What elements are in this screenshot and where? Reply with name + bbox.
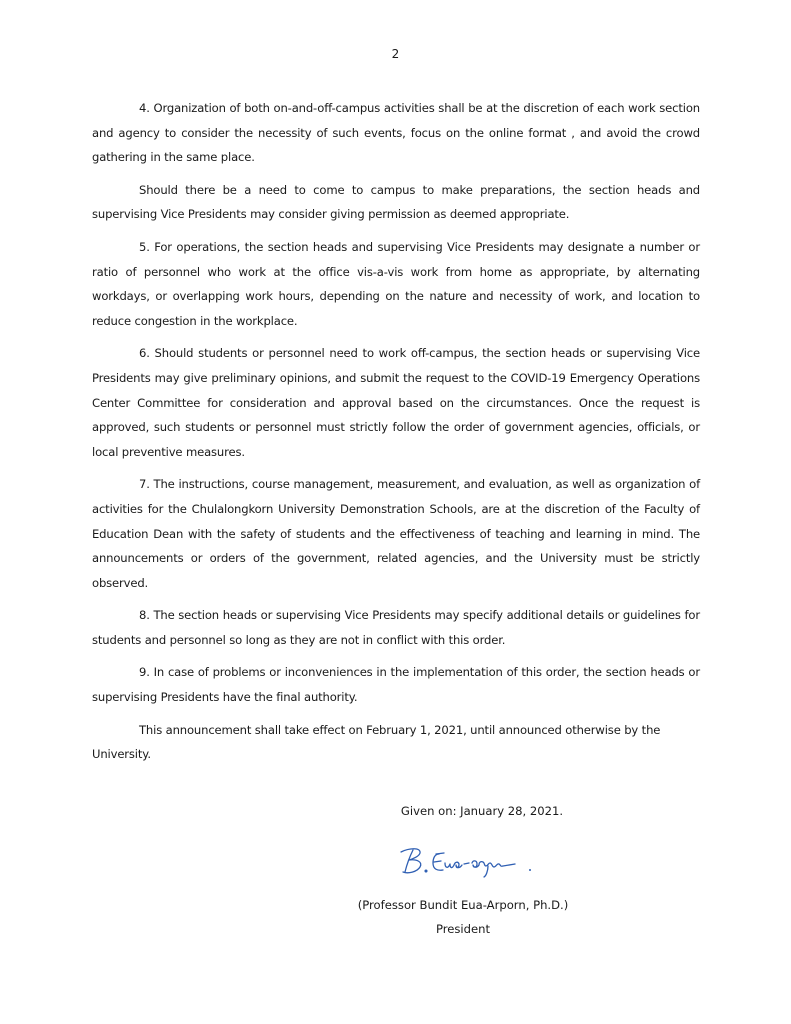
signer-title: President bbox=[435, 922, 491, 936]
handwritten-signature bbox=[393, 844, 543, 878]
given-on-date: Given on: January 28, 2021. bbox=[400, 804, 564, 818]
paragraph-effective-date: This announcement shall take effect on February 1, 2021, until announced otherwise by the University. bbox=[92, 722, 661, 762]
paragraph-item-7: 7. The instructions, course management, measurement, and evaluation, as well as organization of activities for the Chulalongkorn University Demonstration Schools, are at the discretion of the Faculty of Education Dean with the safety of students and the effectiveness of teaching and learning in mind. The announcements or orders of the government, related agencies, and the University must be strictly observed. bbox=[92, 477, 700, 590]
document-body bbox=[92, 96, 700, 775]
page-number: 2 bbox=[391, 47, 400, 61]
paragraph-item-8: 8. The section heads or supervising Vice Presidents may specify additional details or guidelines for students and personnel so long as they are not in conflict with this order. bbox=[92, 608, 700, 647]
paragraph-item-4: 4. Organization of both on-and-off-campus activities shall be at the discretion of each work section and agency to consider the necessity of such events, focus on the online format , and avoid the crowd gathering in the same place. bbox=[92, 101, 700, 165]
signer-name: (Professor Bundit Eua-Arporn, Ph.D.) bbox=[357, 898, 569, 912]
paragraph-campus-preparation: Should there be a need to come to campus to make preparations, the section heads and supervising Vice Presidents may consider giving permission as deemed appropriate. bbox=[92, 182, 700, 222]
paragraph-item-9: 9. In case of problems or inconveniences in the implementation of this order, the section heads or supervising Presidents have the final authority. bbox=[92, 665, 700, 705]
paragraph-item-5: 5. For operations, the section heads and supervising Vice Presidents may designate a number or ratio of personnel who work at the office vis-a-vis work from home as appropriate, by alternating workdays, or overlapping work hours, depending on the nature and necessity of work, and location to reduce congestion in the workplace. bbox=[92, 239, 700, 328]
paragraph-item-6: 6. Should students or personnel need to work off-campus, the section heads or supervising Vice Presidents may give preliminary opinions, and submit the request to the COVID-19 Emergency Operations Center Committee for consideration and approval based on the circumstances. Once the request is approved, such students or personnel must strictly follow the order of government agencies, officials, or local preventive measures. bbox=[92, 346, 700, 459]
signer-block bbox=[318, 893, 608, 941]
